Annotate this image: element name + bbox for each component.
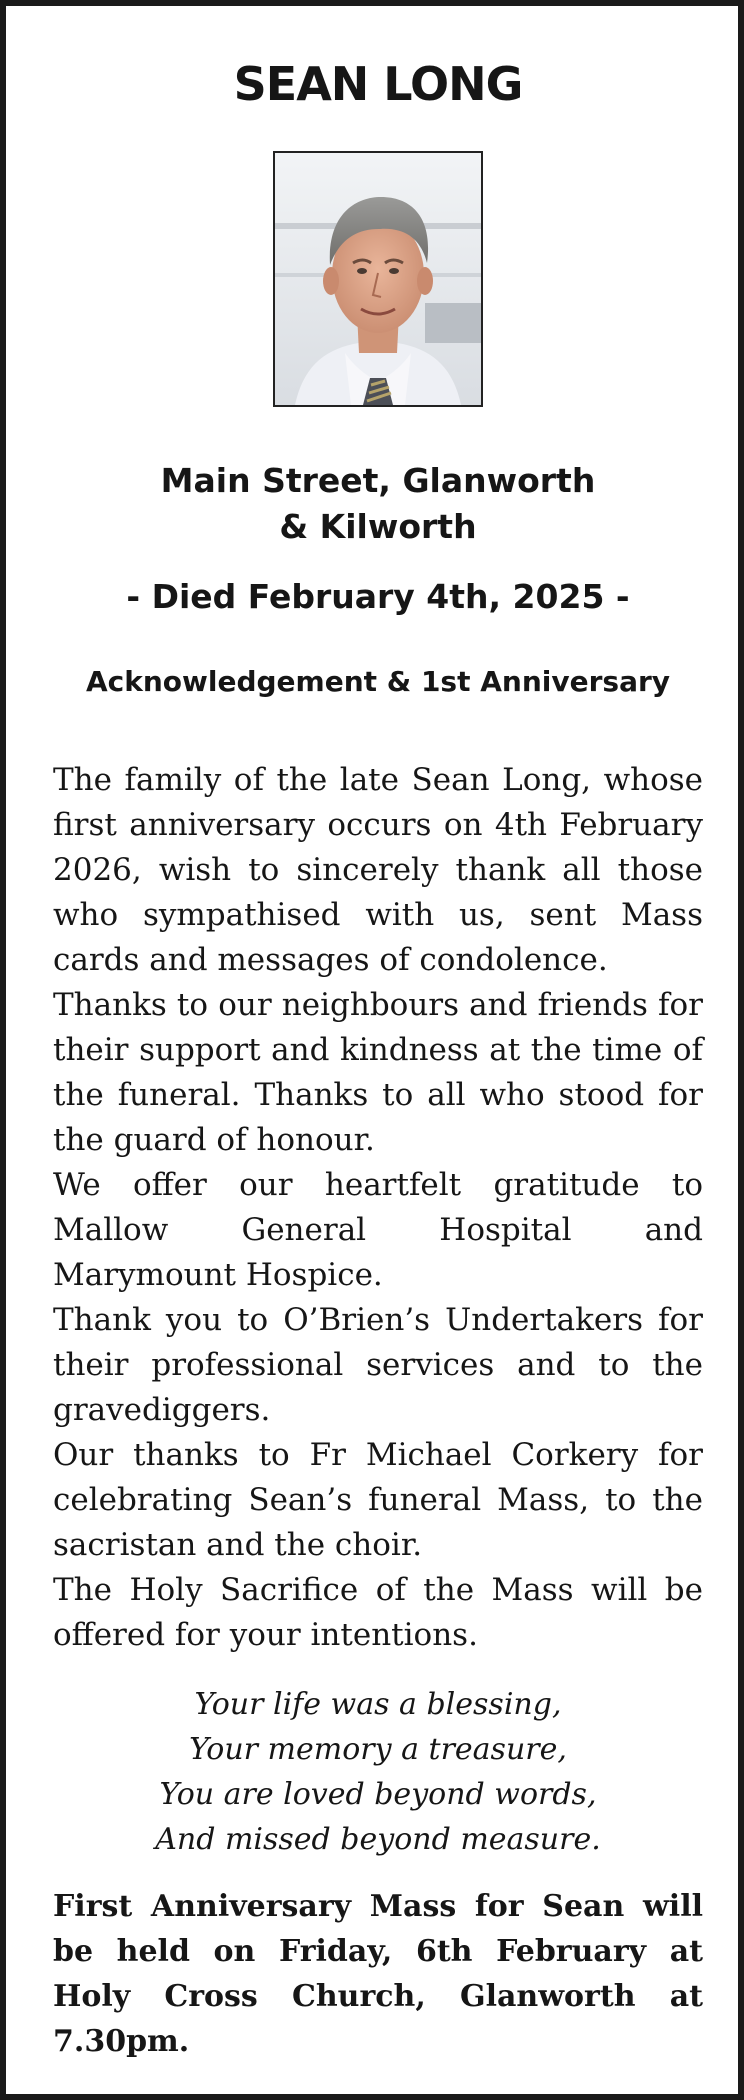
- paragraph: The Holy Sacrifice of the Mass will be offered for your intentions.: [53, 1572, 703, 1653]
- acknowledgement-text: [53, 758, 703, 1658]
- paragraph: Our thanks to Fr Michael Corkery for celebrating Sean’s funeral Mass, to the sacristan and the choir.: [53, 1437, 703, 1563]
- portrait-image: [275, 153, 481, 405]
- paragraph: The family of the late Sean Long, whose first anniversary occurs on 4th February 2026, wish to sincerely thank all those who sympathised with us, sent Mass cards and messages of condolence.: [53, 762, 703, 978]
- verse-line: Your memory a treasure,: [189, 1732, 567, 1767]
- notice-heading: Acknowledgement & 1st Anniversary: [85, 665, 671, 698]
- date-of-death: - Died February 4th, 2025 -: [126, 577, 630, 616]
- anniversary-mass-notice: First Anniversary Mass for Sean will be held on Friday, 6th February at Holy Cross Church, Glanworth at 7.30pm.: [53, 1889, 703, 2059]
- portrait-photo: [273, 151, 483, 407]
- paragraph: We offer our heartfelt gratitude to Mallow General Hospital and Marymount Hospice.: [53, 1167, 703, 1293]
- verse-line: You are loved beyond words,: [159, 1777, 597, 1812]
- verse-line: Your life was a blessing,: [194, 1687, 562, 1722]
- paragraph: Thanks to our neighbours and friends for their support and kindness at the time of the funeral. Thanks to all who stood for the guard of honour.: [53, 987, 703, 1158]
- deceased-name: SEAN LONG: [233, 57, 523, 111]
- paragraph: Thank you to O’Brien’s Undertakers for their professional services and to the gravediggers.: [53, 1302, 703, 1428]
- memorial-verse: [6, 1682, 744, 1862]
- address-line-2: & Kilworth: [279, 507, 477, 546]
- verse-line: And missed beyond measure.: [155, 1822, 601, 1857]
- address: [6, 458, 744, 550]
- address-line-1: Main Street, Glanworth: [160, 461, 596, 500]
